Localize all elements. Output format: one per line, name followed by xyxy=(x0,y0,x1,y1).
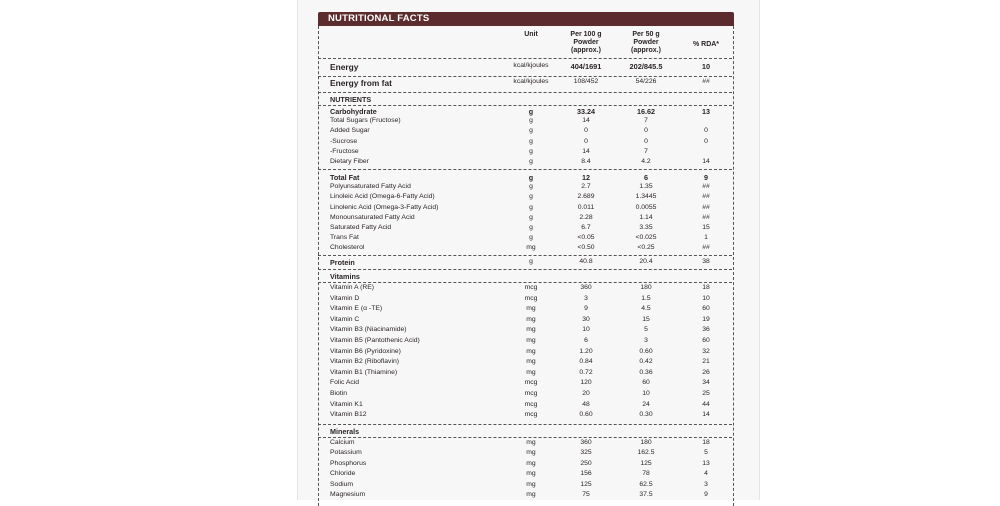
value-rda: 18 xyxy=(702,284,710,291)
nutrient-name: Sodium xyxy=(330,480,354,488)
nutrient-unit: mg xyxy=(526,337,536,344)
value-per-50g: 24 xyxy=(642,400,650,408)
value-per-50g: 0.36 xyxy=(639,368,653,376)
value-rda: ## xyxy=(702,244,710,252)
value-per-100g: 360 xyxy=(580,439,592,446)
right-background xyxy=(758,0,1000,500)
value-per-50g: 202/845.5 xyxy=(629,62,663,71)
nutrient-unit: mcg xyxy=(524,411,538,419)
nutrient-unit: g xyxy=(529,147,533,155)
value-per-100g: <0.05 xyxy=(577,234,595,242)
value-rda: ## xyxy=(702,213,710,221)
nutrient-name: Biotin xyxy=(330,390,348,397)
nutrient-name: Vitamin D xyxy=(330,294,360,302)
value-rda: 10 xyxy=(701,62,711,71)
value-per-100g: 2.7 xyxy=(581,183,591,191)
divider xyxy=(318,92,732,93)
value-per-50g: 54/226 xyxy=(635,78,657,85)
value-rda: 13 xyxy=(702,459,710,467)
divider xyxy=(318,424,732,425)
value-rda: 15 xyxy=(702,224,710,231)
value-per-100g: 9 xyxy=(584,305,588,313)
divider xyxy=(318,76,732,77)
value-rda: 9 xyxy=(704,491,708,498)
value-rda: 26 xyxy=(702,368,710,376)
value-per-100g: 10 xyxy=(582,326,590,334)
nutrient-unit: g xyxy=(529,117,533,125)
value-per-50g: 7 xyxy=(644,117,648,125)
value-rda: 5 xyxy=(704,449,708,457)
nutrient-name: Total Sugars (Fructose) xyxy=(330,117,401,125)
value-per-100g: 125 xyxy=(580,480,592,488)
value-per-50g: 5 xyxy=(644,326,648,334)
nutrient-name: Cholesterol xyxy=(330,244,365,252)
value-per-100g: 40.8 xyxy=(579,258,593,265)
nutrient-unit: mg xyxy=(526,459,536,467)
nutrient-unit: g xyxy=(529,127,533,135)
value-per-100g: 2.689 xyxy=(577,193,595,201)
value-per-50g: 0.30 xyxy=(639,411,653,419)
nutrient-unit: mg xyxy=(526,315,536,323)
nutrient-name: Energy xyxy=(330,62,359,72)
value-rda: 18 xyxy=(702,439,710,446)
value-rda: 19 xyxy=(702,315,710,323)
value-rda: 13 xyxy=(702,107,710,116)
nutrient-name: Carbohydrate xyxy=(330,107,377,116)
nutrient-unit: mcg xyxy=(524,390,538,397)
nutrient-name: Vitamin B6 (Pyridoxine) xyxy=(330,347,401,355)
value-per-100g: 325 xyxy=(580,449,592,457)
value-per-50g: 180 xyxy=(640,284,652,291)
nutrient-name: Total Fat xyxy=(330,173,360,182)
value-rda: 32 xyxy=(702,347,710,355)
value-rda: 60 xyxy=(702,305,710,313)
nutrient-unit: g xyxy=(529,224,533,231)
value-rda: 3 xyxy=(704,480,708,488)
value-per-50g: 125 xyxy=(640,459,652,467)
nutrient-name: Vitamin C xyxy=(330,315,360,323)
value-per-50g: 6 xyxy=(644,173,648,182)
value-per-50g: 180 xyxy=(640,439,652,446)
value-rda: 0 xyxy=(704,137,708,145)
divider xyxy=(318,437,732,438)
section-nutrients: NUTRIENTS xyxy=(330,95,372,104)
nutrient-name: Trans Fat xyxy=(330,234,359,242)
value-per-100g: 6.7 xyxy=(581,224,591,231)
nutrient-name: Vitamin B1 (Thiamine) xyxy=(330,368,398,376)
column-header-rda: % RDA* xyxy=(692,41,720,48)
value-per-100g: 0.011 xyxy=(577,203,595,211)
value-per-100g: 1.20 xyxy=(579,347,593,355)
value-per-100g: 14 xyxy=(582,117,590,125)
divider xyxy=(318,282,732,283)
nutrient-unit: kcal/kjoules xyxy=(513,78,549,85)
value-per-50g: 37.5 xyxy=(639,491,653,498)
value-per-50g: 3.35 xyxy=(639,224,653,231)
value-per-100g: 360 xyxy=(580,284,592,291)
value-per-100g: 20 xyxy=(582,390,590,397)
value-per-100g: 0.84 xyxy=(579,358,593,366)
left-background xyxy=(0,0,297,500)
value-per-100g: 0.72 xyxy=(579,368,593,376)
nutrient-unit: g xyxy=(529,158,533,165)
value-per-100g: 30 xyxy=(582,315,590,323)
value-rda: ## xyxy=(702,183,710,191)
nutrient-name: Vitamin E (α -TE) xyxy=(330,305,383,313)
nutrient-unit: g xyxy=(528,173,534,182)
value-per-100g: 2.28 xyxy=(579,213,593,221)
value-per-50g: 16.62 xyxy=(637,107,655,116)
value-rda: 10 xyxy=(702,294,710,302)
nutrient-unit: mcg xyxy=(524,400,538,408)
nutrient-name: Vitamin B5 (Pantothenic Acid) xyxy=(330,337,420,344)
value-per-50g: 7 xyxy=(644,147,648,155)
value-rda: 38 xyxy=(702,258,710,265)
section-minerals: Minerals xyxy=(330,427,360,436)
nutrient-unit: mg xyxy=(526,347,536,355)
divider xyxy=(318,58,732,59)
value-rda: 44 xyxy=(702,400,710,408)
value-per-50g: 1.14 xyxy=(639,213,653,221)
nutrient-unit: mg xyxy=(526,244,536,252)
value-rda: 1 xyxy=(704,234,708,242)
value-rda: 14 xyxy=(702,411,710,419)
value-per-100g: 0.60 xyxy=(579,411,593,419)
nutrition-table-frame xyxy=(318,26,734,506)
value-per-50g: 0 xyxy=(644,137,648,145)
value-per-100g: 48 xyxy=(582,400,590,408)
nutrient-name: Folic Acid xyxy=(330,379,360,387)
nutrient-unit: mg xyxy=(526,480,536,488)
value-per-50g: 0.0055 xyxy=(635,203,657,211)
column-header-per50-line3: (approx.) xyxy=(631,47,661,54)
nutrient-unit: mg xyxy=(526,305,536,313)
value-rda: 9 xyxy=(704,173,708,182)
nutrient-name: Linoleic Acid (Omega-6-Fatty Acid) xyxy=(330,193,435,201)
value-per-50g: 1.35 xyxy=(639,183,653,191)
nutrient-name: Potassium xyxy=(330,449,362,457)
divider xyxy=(318,255,732,256)
value-per-50g: <0.25 xyxy=(637,244,655,252)
nutrient-name: -Sucrose xyxy=(330,137,358,145)
value-rda: ## xyxy=(702,193,710,201)
value-per-50g: 78 xyxy=(642,470,650,478)
value-per-100g: 12 xyxy=(582,173,590,182)
nutrient-name: Polyunsaturated Fatty Acid xyxy=(330,183,411,191)
value-per-100g: 75 xyxy=(582,491,590,498)
value-rda: 25 xyxy=(702,390,710,397)
nutrient-name: Vitamin B3 (Niacinamide) xyxy=(330,326,407,334)
nutrient-name: Protein xyxy=(330,258,355,267)
nutrient-unit: mg xyxy=(526,368,536,376)
nutrient-unit: g xyxy=(529,213,533,221)
value-per-100g: 108/452 xyxy=(573,78,599,85)
nutrient-unit: mcg xyxy=(524,284,538,291)
value-per-50g: 20.4 xyxy=(639,258,653,265)
value-rda: 14 xyxy=(702,158,710,165)
nutrient-unit: g xyxy=(529,137,533,145)
value-per-50g: 60 xyxy=(642,379,650,387)
value-per-50g: 1.5 xyxy=(641,294,651,302)
value-per-100g: 6 xyxy=(584,337,588,344)
value-per-100g: 0 xyxy=(584,127,588,135)
value-per-100g: 3 xyxy=(584,294,588,302)
value-per-50g: 10 xyxy=(642,390,650,397)
value-per-50g: 62.5 xyxy=(639,480,653,488)
nutrient-name: Added Sugar xyxy=(330,127,370,135)
nutrition-facts-title: NUTRITIONAL FACTS xyxy=(328,13,430,24)
nutrient-unit: kcal/kjoules xyxy=(513,62,549,69)
nutrient-unit: mg xyxy=(526,449,536,457)
nutrient-unit: mcg xyxy=(524,294,538,302)
nutrient-unit: mg xyxy=(526,358,536,366)
value-per-50g: 0 xyxy=(644,127,648,135)
value-per-100g: 404/1691 xyxy=(570,62,602,71)
value-rda: 34 xyxy=(702,379,710,387)
divider xyxy=(318,105,732,106)
value-rda: 0 xyxy=(704,127,708,135)
value-per-50g: <0.025 xyxy=(635,234,657,242)
value-per-100g: 0 xyxy=(584,137,588,145)
value-rda: ## xyxy=(702,78,710,85)
nutrient-name: Vitamin A (RE) xyxy=(330,284,375,291)
nutrient-name: Magnesium xyxy=(330,491,366,498)
value-per-50g: 162.5 xyxy=(637,449,655,457)
value-per-50g: 4.5 xyxy=(641,305,651,313)
column-header-per50-line1: Per 50 g xyxy=(632,31,660,38)
divider xyxy=(318,269,732,270)
value-rda: 21 xyxy=(702,358,710,366)
value-per-100g: 120 xyxy=(580,379,592,387)
value-per-50g: 1.3445 xyxy=(635,193,657,201)
nutrition-facts-header xyxy=(318,12,734,26)
nutrient-unit: g xyxy=(529,234,533,242)
nutrient-name: Calcium xyxy=(330,439,355,446)
nutrient-name: Vitamin B12 xyxy=(330,411,367,419)
value-per-50g: 0.42 xyxy=(639,358,653,366)
nutrient-name: Linolenic Acid (Omega-3-Fatty Acid) xyxy=(330,203,439,211)
section-vitamins: Vitamins xyxy=(330,272,360,281)
column-header-per50-line2: Powder xyxy=(633,39,659,46)
column-header-per100-line2: Powder xyxy=(573,39,599,46)
nutrient-unit: mcg xyxy=(524,379,538,387)
nutrient-name: Saturated Fatty Acid xyxy=(330,224,392,231)
value-per-50g: 4.2 xyxy=(641,158,651,165)
value-per-100g: 8.4 xyxy=(581,158,591,165)
divider xyxy=(318,169,732,170)
column-header-unit: Unit xyxy=(524,31,538,38)
nutrient-name: Monounsaturated Fatty Acid xyxy=(330,213,415,221)
nutrient-unit: g xyxy=(528,107,534,116)
nutrient-unit: g xyxy=(529,183,533,191)
nutrient-unit: mg xyxy=(526,470,536,478)
value-rda: 60 xyxy=(702,337,710,344)
nutrient-unit: mg xyxy=(526,439,536,446)
nutrient-name: Chloride xyxy=(330,470,356,478)
value-per-100g: 14 xyxy=(582,147,590,155)
column-header-per100-line1: Per 100 g xyxy=(570,31,602,38)
nutrient-unit: mg xyxy=(526,491,536,498)
value-rda: 36 xyxy=(702,326,710,334)
nutrient-unit: g xyxy=(529,258,533,265)
value-per-50g: 3 xyxy=(644,337,648,344)
value-rda: ## xyxy=(702,203,710,211)
value-per-100g: <0.50 xyxy=(577,244,595,252)
value-per-100g: 156 xyxy=(580,470,592,478)
value-rda: 4 xyxy=(704,470,708,478)
column-header-per100-line3: (approx.) xyxy=(571,47,601,54)
value-per-50g: 0.60 xyxy=(639,347,653,355)
nutrient-unit: g xyxy=(529,203,533,211)
nutrient-name: Phosphorus xyxy=(330,459,367,467)
value-per-50g: 15 xyxy=(642,315,650,323)
nutrient-name: -Fructose xyxy=(330,147,359,155)
nutrient-name: Energy from fat xyxy=(330,78,392,88)
nutrient-name: Dietary Fiber xyxy=(330,158,369,165)
value-per-100g: 250 xyxy=(580,459,592,467)
nutrient-unit: mg xyxy=(526,326,536,334)
nutrient-name: Vitamin K1 xyxy=(330,400,363,408)
nutrient-name: Vitamin B2 (Riboflavin) xyxy=(330,358,400,366)
value-per-100g: 33.24 xyxy=(577,107,595,116)
nutrient-unit: g xyxy=(529,193,533,201)
